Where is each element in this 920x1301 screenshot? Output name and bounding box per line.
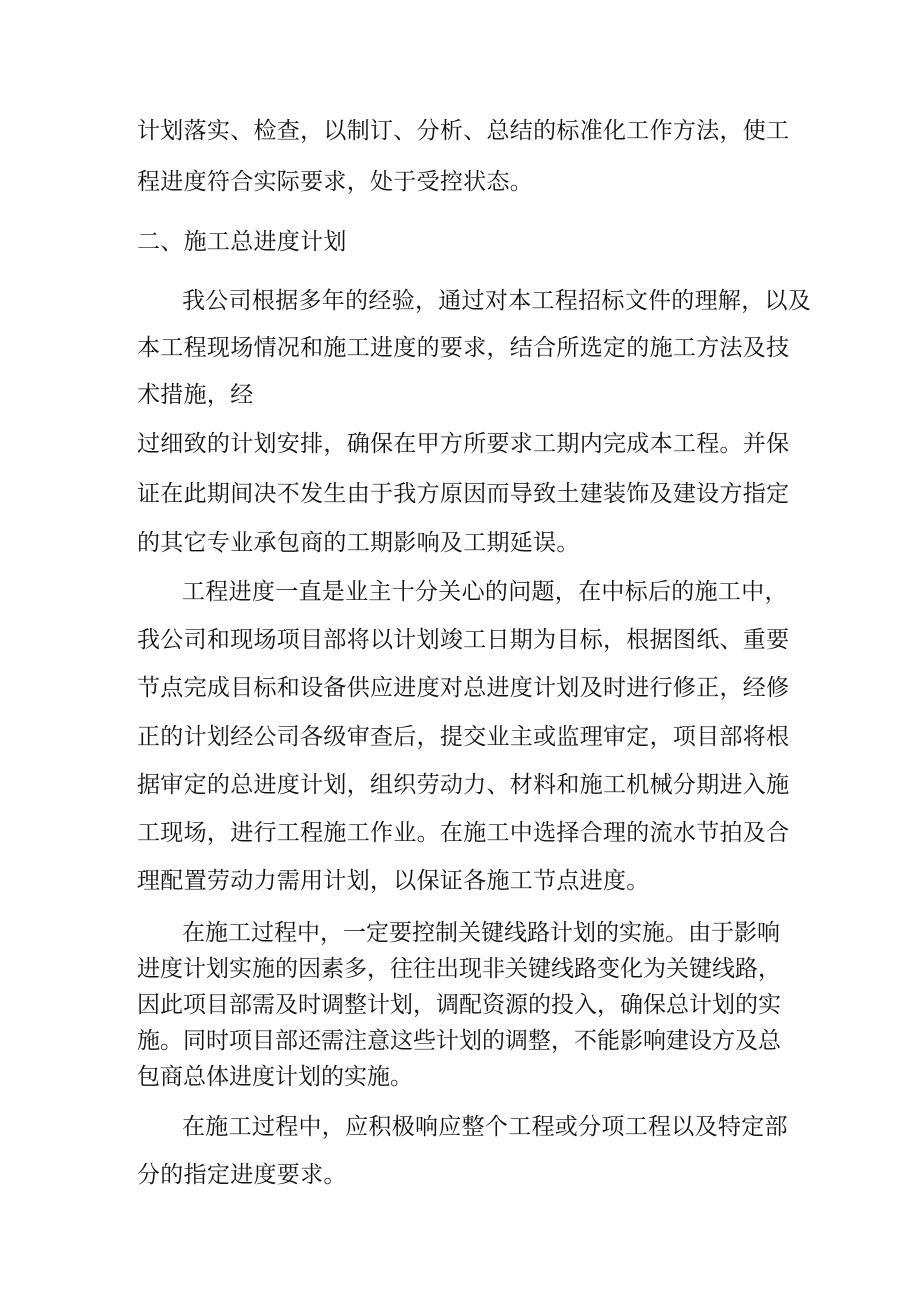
text-line: 节点完成目标和设备供应进度对总进度计划及时进行修正，经修 [137,675,790,701]
text-line: 因此项目部需及时调整计划，调配资源的投入，确保总计划的实 [137,992,781,1018]
text-line: 进度计划实施的因素多，往往出现非关键线路变化为关键线路， [137,956,781,982]
text-line: 计划落实、检查，以制订、分析、总结的标准化工作方法，使工 [137,118,790,144]
text-line: 施。同时项目部还需注意这些计划的调整，不能影响建设方及总 [137,1028,781,1054]
text-line: 证在此期间决不发生由于我方原因而导致土建装饰及建设方指定 [137,481,790,507]
text-line: 工程进度一直是业主十分关心的问题，在中标后的施工中， [182,579,788,605]
text-line: 据审定的总进度计划，组织劳动力、材料和施工机械分期进入施 [137,772,790,798]
text-line: 本工程现场情况和施工进度的要求，结合所选定的施工方法及技 [137,335,790,361]
text-line: 程进度符合实际要求，处于受控状态。 [137,169,534,195]
text-line: 工现场，进行工程施工作业。在施工中选择合理的流水节拍及合 [137,820,790,846]
text-line: 理配置劳动力需用计划，以保证各施工节点进度。 [137,868,650,894]
text-line: 的其它专业承包商的工期影响及工期延误。 [137,530,580,556]
text-line: 我公司和现场项目部将以计划竣工日期为目标，根据图纸、重要 [137,627,790,653]
text-line: 包商总体进度计划的实施。 [137,1064,413,1090]
text-line: 分的指定进度要求。 [137,1162,347,1188]
text-line: 在施工过程中，一定要控制关键线路计划的实施。由于影响 [182,920,780,946]
text-line: 术措施，经 [137,382,254,408]
text-line: 正的计划经公司各级审查后，提交业主或监理审定，项目部将根 [137,724,790,750]
section-heading: 二、施工总进度计划 [137,229,347,255]
text-line: 在施工过程中，应积极响应整个工程或分项工程以及特定部 [182,1114,788,1140]
text-line: 我公司根据多年的经验，通过对本工程招标文件的理解，以及 [182,288,812,314]
text-line: 过细致的计划安排，确保在甲方所要求工期内完成本工程。并保 [137,431,790,457]
